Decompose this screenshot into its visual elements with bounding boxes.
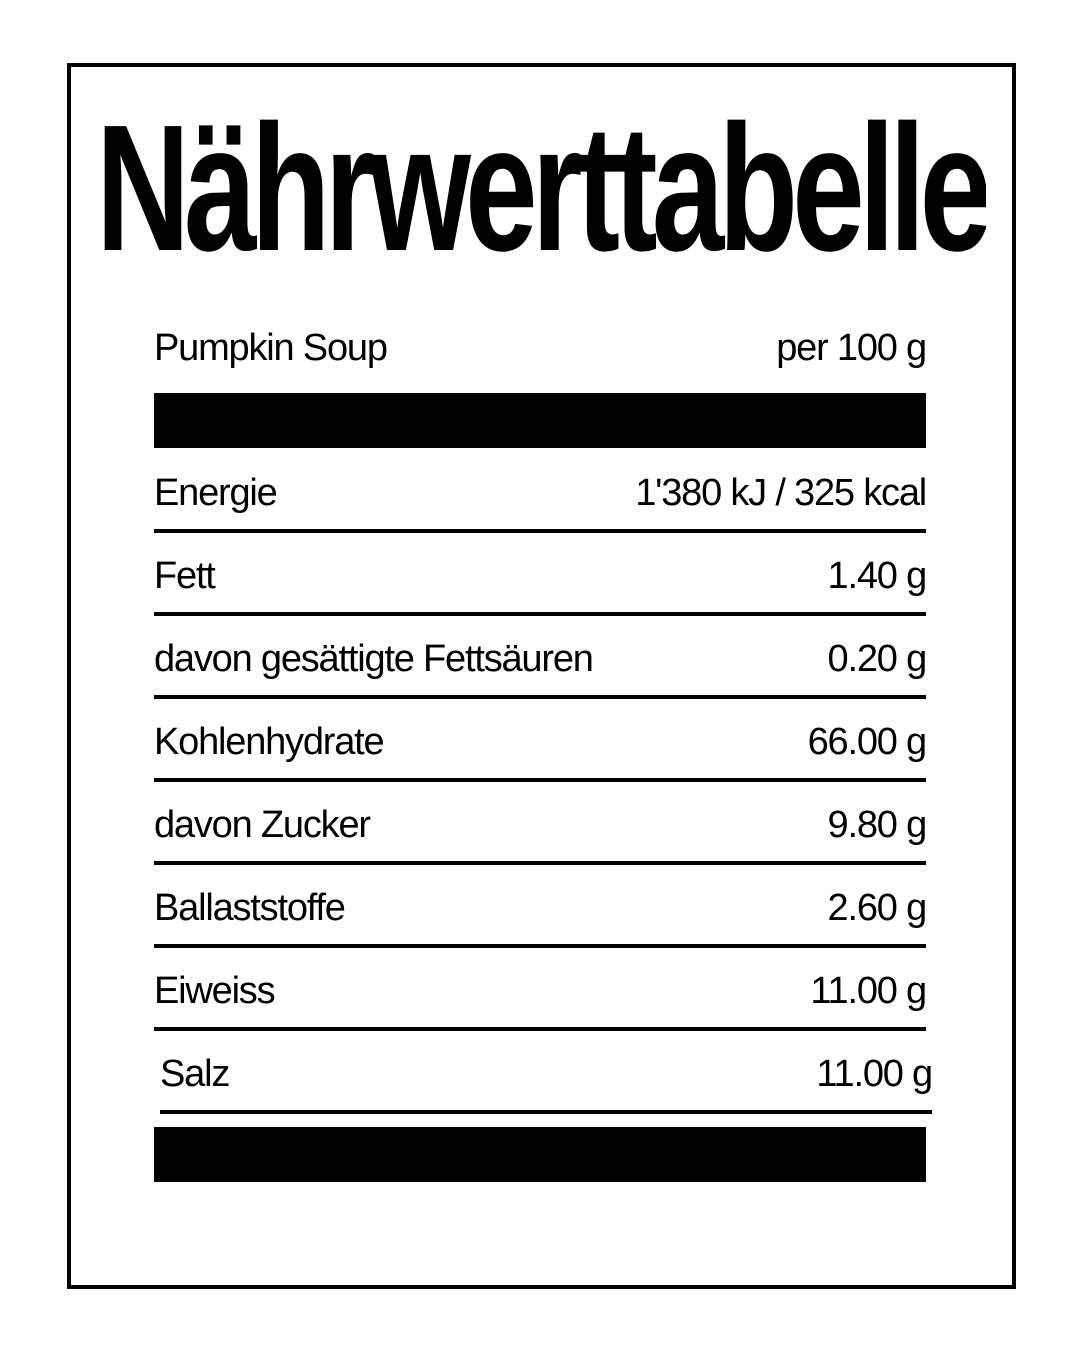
nutrient-label: Fett (154, 555, 215, 597)
serving-size: per 100 g (776, 326, 926, 369)
nutrient-label: davon gesättigte Fettsäuren (154, 638, 593, 680)
nutrient-value: 1.40 g (827, 555, 926, 597)
page-title: Nährwerttabelle (96, 104, 986, 274)
nutrient-label: davon Zucker (154, 804, 370, 846)
nutrient-value: 9.80 g (827, 804, 926, 846)
nutrient-row-salz (160, 1031, 932, 1114)
nutrient-row-ballaststoffe (154, 865, 926, 948)
nutrient-row-zucker (154, 782, 926, 865)
nutrient-table (154, 450, 932, 1114)
title-container (96, 104, 986, 274)
nutrient-row-gesaettigte-fettsaeuren (154, 616, 926, 699)
nutrient-row-energie (154, 450, 926, 533)
nutrient-value: 0.20 g (827, 638, 926, 680)
nutrient-value: 2.60 g (827, 887, 926, 929)
product-header (154, 322, 926, 374)
nutrient-row-fett (154, 533, 926, 616)
nutrient-label: Energie (154, 472, 277, 514)
nutrient-value: 11.00 g (810, 970, 926, 1012)
bottom-divider-bar (154, 1127, 926, 1182)
nutrient-row-eiweiss (154, 948, 926, 1031)
nutrient-label: Salz (160, 1053, 230, 1095)
nutrient-value: 1'380 kJ / 325 kcal (635, 472, 926, 514)
top-divider-bar (154, 393, 926, 448)
nutrient-label: Eiweiss (154, 970, 275, 1012)
nutrient-value: 66.00 g (807, 721, 926, 763)
nutrient-value: 11.00 g (816, 1053, 932, 1095)
nutrient-row-kohlenhydrate (154, 699, 926, 782)
product-name: Pumpkin Soup (154, 326, 387, 369)
nutrient-label: Kohlenhydrate (154, 721, 384, 763)
nutrient-label: Ballaststoffe (154, 887, 345, 929)
